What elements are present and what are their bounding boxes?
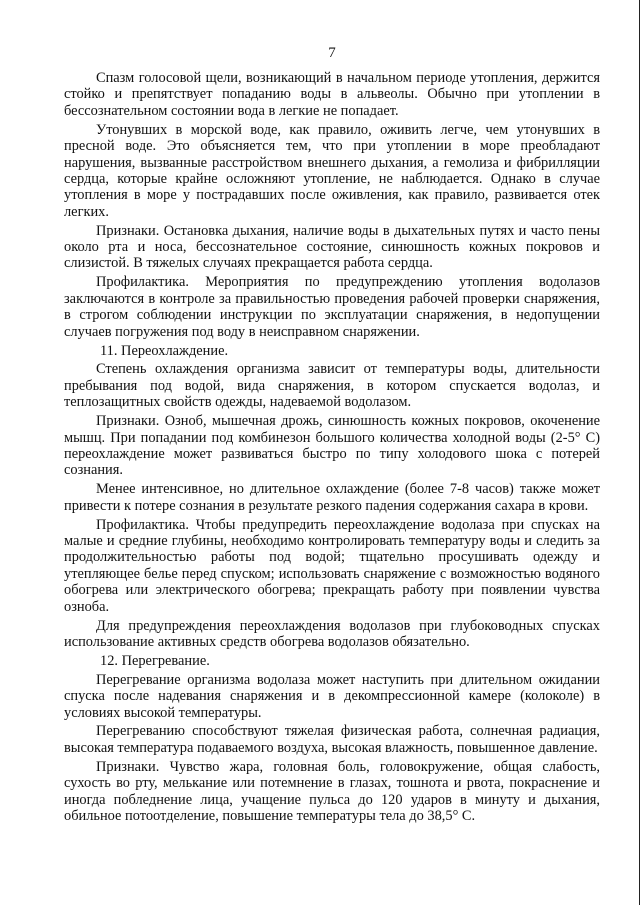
section-heading-overheating: 12. Перегревание.	[100, 652, 210, 669]
paragraph-glottis-spasm: Спазм голосовой щели, возникающий в начальном периоде утопления, держится стойко и препятствует попаданию воды в альвеолы. Обычно при утоплении в бессознательном состоянии вода в легкие не попадает.	[64, 70, 600, 119]
paragraph-hypothermia-prevention: Профилактика. Чтобы предупредить переохлаждение водолаза при спусках на малые и средние глубины, необходимо контролировать температуру воды и следить за продолжительностью работы под водой; тщательно просушивать одежду и утепляющее белье перед спуском; использовать снаряжение с возможностью водяного обогрева или электрического обогрева; прекращать работу при появлении чувства озноба.	[64, 516, 600, 615]
paragraph-sea-water-drowning: Утонувших в морской воде, как правило, оживить легче, чем утонувших в пресной воде. Это объясняется тем, что при утоплении в море преобладают нарушения, вызванные расстройством внешнего дыхания, а гемолиза и фибрилляции сердца, которые крайне осложняют утопление, не наблюдается. Однако в случае утопления в море у пострадавших после оживления, как правило, развивается отек легких.	[64, 121, 600, 220]
paragraph-drowning-signs: Признаки. Остановка дыхания, наличие воды в дыхательных путях и часто пены около рта и носа, бессознательное состояние, синюшность кожных покровов и слизистой. В тяжелых случаях прекращается работа сердца.	[64, 222, 600, 272]
body-text	[64, 70, 600, 824]
paragraph-prolonged-cooling: Менее интенсивное, но длительное охлаждение (более 7-8 часов) также может привести к потере сознания в результате резкого падения содержания сахара в крови.	[64, 481, 600, 514]
paragraph-cooling-degree: Степень охлаждения организма зависит от температуры воды, длительности пребывания под водой, вида снаряжения, в котором спускается водолаз, и теплозащитных свойств одежды, надеваемой водолазом.	[64, 361, 600, 411]
page-number: 7	[328, 45, 336, 61]
paragraph-drowning-prevention: Профилактика. Мероприятия по предупреждению утопления водолазов заключаются в контроле за правильностью проведения рабочей проверки снаряжения, в строгом соблюдении инструкции по эксплуатации снаряжения, в недопущении случаев погружения под воду в неисправном снаряжении.	[64, 274, 600, 340]
section-heading-hypothermia: 11. Переохлаждение.	[100, 342, 229, 359]
paragraph-deep-dive-heating: Для предупреждения переохлаждения водолазов при глубоководных спусках использование активных средств обогрева водолазов обязательно.	[64, 617, 600, 650]
paragraph-overheating-factors: Перегреванию способствуют тяжелая физическая работа, солнечная радиация, высокая температура подаваемого воздуха, высокая влажность, повышенное давление.	[64, 723, 600, 756]
paragraph-overheating-conditions: Перегревание организма водолаза может наступить при длительном ожидании спуска после надевания снаряжения и в декомпрессионной камере (колоколе) в условиях высокой температуры.	[64, 671, 600, 721]
paragraph-hypothermia-signs: Признаки. Озноб, мышечная дрожь, синюшность кожных покровов, окоченение мышц. При попадании под комбинезон большого количества холодной воды (2-5° С) переохлаждение может развиваться быстро по типу холодового шока с потерей сознания.	[64, 413, 600, 479]
paragraph-overheating-signs: Признаки. Чувство жара, головная боль, головокружение, общая слабость, сухость во рту, мелькание или потемнение в глазах, тошнота и рвота, покраснение и иногда побледнение лица, учащение пульса до 120 ударов в минуту и дыхания, обильное потоотделение, повышение температуры тела до 38,5° С.	[64, 758, 600, 824]
